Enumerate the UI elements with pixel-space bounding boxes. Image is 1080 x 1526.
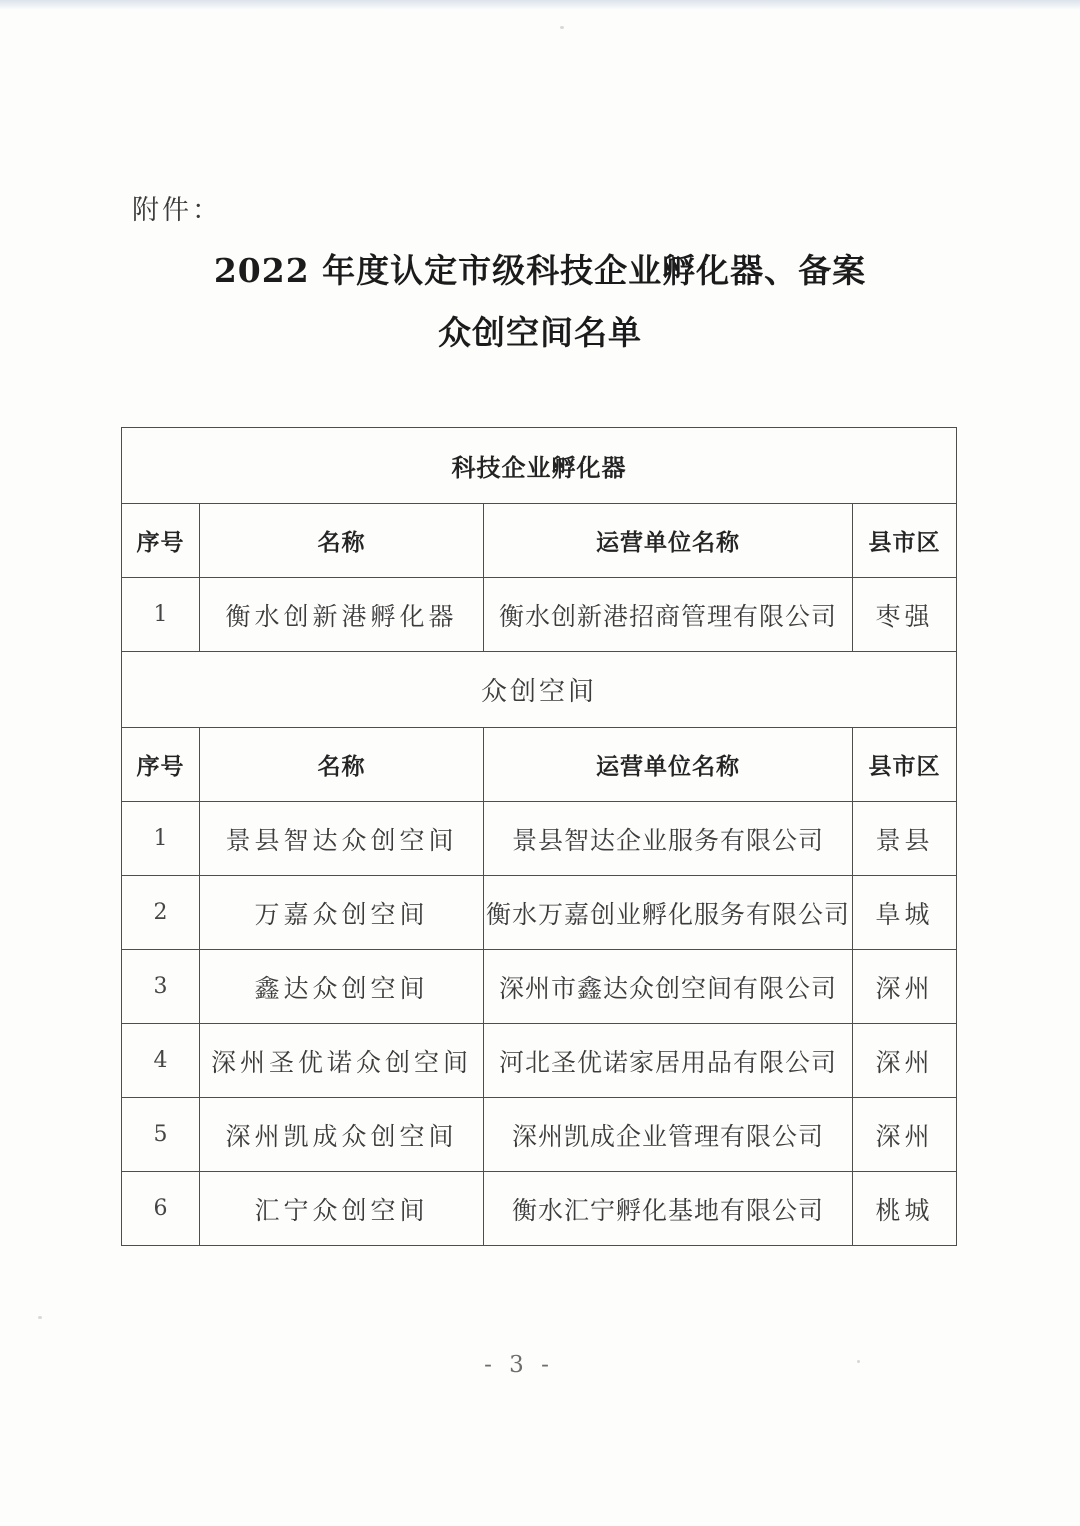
- cell-seq: 2: [122, 876, 200, 950]
- attachment-label: 附件：: [132, 195, 222, 226]
- column-header-county: 县市区: [853, 504, 957, 578]
- table-row-makerspace-3: [122, 950, 957, 1024]
- cell-operator: 衡水汇宁孵化基地有限公司: [484, 1172, 853, 1246]
- cell-operator: 景县智达企业服务有限公司: [484, 802, 853, 876]
- cell-county: 景县: [853, 802, 957, 876]
- column-header-seq: 序号: [122, 504, 200, 578]
- cell-county: 桃城: [853, 1172, 957, 1246]
- cell-county: 深州: [853, 1024, 957, 1098]
- cell-seq: 1: [122, 802, 200, 876]
- cell-operator: 衡水创新港招商管理有限公司: [484, 578, 853, 652]
- column-header-operator: 运营单位名称: [484, 504, 853, 578]
- cell-operator: 深州凯成企业管理有限公司: [484, 1098, 853, 1172]
- document-title: [0, 240, 1080, 364]
- column-header-county: 县市区: [853, 728, 957, 802]
- scan-speckle: [857, 1360, 860, 1363]
- cell-county: 深州: [853, 950, 957, 1024]
- section-title-incubator: 科技企业孵化器: [122, 428, 957, 504]
- table-row-makerspace-1: [122, 802, 957, 876]
- section-header-makerspace: [122, 652, 957, 728]
- page-number: - 3 -: [484, 1352, 554, 1378]
- cell-seq: 4: [122, 1024, 200, 1098]
- column-header-row-makerspace: [122, 728, 957, 802]
- cell-county: 深州: [853, 1098, 957, 1172]
- cell-name: 衡水创新港孵化器: [200, 578, 484, 652]
- section-title-makerspace: 众创空间: [122, 652, 957, 728]
- table-row-incubator-1: [122, 578, 957, 652]
- cell-seq: 1: [122, 578, 200, 652]
- incubator-makerspace-table: [121, 427, 957, 1246]
- scan-speckle: [560, 26, 564, 29]
- cell-name: 汇宁众创空间: [200, 1172, 484, 1246]
- cell-operator: 深州市鑫达众创空间有限公司: [484, 950, 853, 1024]
- table-row-makerspace-2: [122, 876, 957, 950]
- table-row-makerspace-6: [122, 1172, 957, 1246]
- cell-name: 景县智达众创空间: [200, 802, 484, 876]
- table-row-makerspace-5: [122, 1098, 957, 1172]
- cell-name: 深州圣优诺众创空间: [200, 1024, 484, 1098]
- table-row-makerspace-4: [122, 1024, 957, 1098]
- scan-speckle: [38, 1316, 42, 1319]
- cell-name: 鑫达众创空间: [200, 950, 484, 1024]
- cell-county: 阜城: [853, 876, 957, 950]
- cell-county: 枣强: [853, 578, 957, 652]
- document-title-line1: 2022 年度认定市级科技企业孵化器、备案: [213, 251, 867, 290]
- column-header-row-incubator: [122, 504, 957, 578]
- column-header-name: 名称: [200, 728, 484, 802]
- column-header-operator: 运营单位名称: [484, 728, 853, 802]
- column-header-seq: 序号: [122, 728, 200, 802]
- column-header-name: 名称: [200, 504, 484, 578]
- cell-seq: 5: [122, 1098, 200, 1172]
- cell-name: 深州凯成众创空间: [200, 1098, 484, 1172]
- cell-seq: 6: [122, 1172, 200, 1246]
- scan-edge-shadow: [0, 0, 1080, 10]
- cell-seq: 3: [122, 950, 200, 1024]
- cell-name: 万嘉众创空间: [200, 876, 484, 950]
- document-title-line2: 众创空间名单: [438, 313, 642, 352]
- section-header-incubator: [122, 428, 957, 504]
- cell-operator: 衡水万嘉创业孵化服务有限公司: [484, 876, 853, 950]
- cell-operator: 河北圣优诺家居用品有限公司: [484, 1024, 853, 1098]
